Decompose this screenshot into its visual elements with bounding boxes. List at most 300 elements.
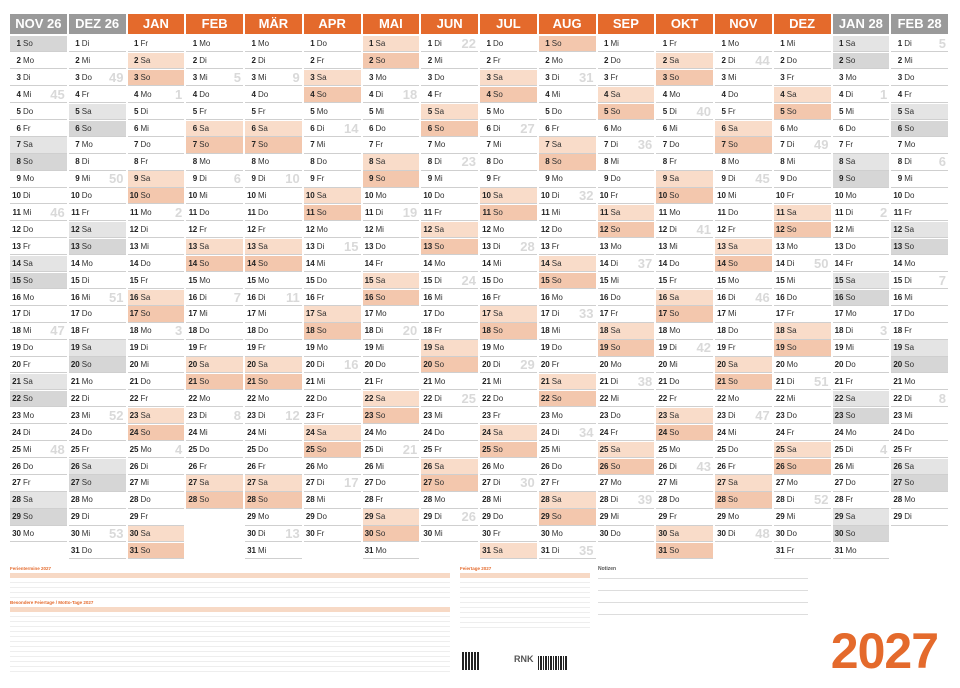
weekday-label: Sa [728, 123, 738, 133]
day-number: 26 [70, 461, 80, 471]
day-number: 30 [364, 529, 374, 539]
week-number: 41 [696, 221, 711, 237]
weekday-label: Do [140, 258, 151, 268]
weekday-label: Mi [375, 343, 384, 353]
weekday-label: So [140, 191, 151, 201]
day-number: 15 [599, 275, 609, 285]
weekday-label: Di [316, 123, 325, 133]
weekday-label: So [610, 343, 621, 353]
day-number: 14 [247, 258, 256, 268]
day-cell [715, 374, 772, 390]
day-number: 7 [192, 140, 198, 150]
day-cell [363, 526, 420, 542]
weekday-label: Mi [258, 546, 267, 555]
weekday-label: Mo [669, 89, 681, 99]
day-number: 25 [129, 444, 139, 454]
day-cell [598, 374, 655, 390]
day-number: 21 [12, 377, 21, 386]
day-number: 22 [247, 393, 256, 403]
day-number: 21 [482, 377, 491, 386]
day-number: 12 [717, 224, 726, 234]
day-number: 23 [188, 410, 198, 420]
day-cell [656, 526, 713, 542]
day-number: 6 [662, 123, 668, 133]
day-number: 30 [12, 529, 21, 539]
day-cell [363, 459, 420, 475]
day-number: 28 [775, 495, 785, 505]
month-header: JAN [128, 14, 185, 34]
weekday-label: Di [316, 241, 325, 251]
weekday-label: Sa [786, 208, 797, 217]
weekday-label: Do [786, 410, 797, 420]
wall-calendar [10, 14, 950, 564]
weekday-label: Do [904, 427, 915, 437]
day-number: 15 [717, 275, 726, 285]
day-cell [598, 87, 655, 103]
weekday-label: So [845, 292, 856, 302]
feiertage-title: Feiertage 2027 [460, 566, 492, 571]
day-number: 2 [16, 55, 21, 65]
day-cell [128, 137, 185, 153]
weekday-label: Fr [316, 410, 325, 420]
day-number: 23 [893, 410, 903, 420]
weekday-label: Fr [845, 377, 854, 386]
day-number: 31 [482, 546, 491, 555]
weekday-label: Mo [904, 258, 916, 268]
day-number: 12 [129, 224, 139, 234]
day-cell [774, 492, 831, 508]
weekday-label: Sa [551, 258, 562, 268]
day-number: 2 [251, 55, 256, 65]
weekday-label: Mo [316, 461, 328, 471]
day-cell [598, 256, 655, 272]
weekday-label: Di [904, 393, 912, 403]
day-number: 3 [662, 72, 668, 82]
day-cell [245, 492, 302, 508]
weekday-label: So [81, 360, 92, 370]
day-cell [715, 425, 772, 441]
weekday-label: Do [493, 512, 504, 522]
weekday-label: Mi [81, 410, 91, 420]
week-number: 4 [880, 441, 888, 457]
week-number: 35 [579, 543, 594, 558]
weekday-label: Fr [434, 444, 442, 454]
day-cell [10, 475, 67, 491]
day-number: 25 [423, 444, 433, 454]
day-cell [774, 171, 831, 187]
day-cell [891, 239, 948, 255]
day-number: 21 [305, 377, 315, 386]
day-cell [480, 137, 537, 153]
day-number: 26 [188, 461, 198, 471]
day-number: 5 [780, 106, 785, 116]
day-number: 5 [839, 106, 844, 116]
weekday-label: Sa [610, 208, 621, 217]
weekday-label: Mo [258, 512, 270, 522]
day-cell [186, 171, 243, 187]
weekday-label: Fr [316, 174, 325, 184]
weekday-label: Di [81, 275, 90, 285]
day-cell [833, 188, 890, 204]
day-cell [539, 306, 596, 322]
day-number: 14 [717, 258, 726, 268]
weekday-label: Fr [669, 275, 677, 285]
day-number: 31 [364, 546, 374, 555]
day-number: 27 [364, 478, 374, 488]
day-number: 1 [310, 39, 315, 48]
day-number: 22 [70, 393, 80, 403]
weekday-label: So [551, 39, 562, 48]
weekday-label: Mi [434, 410, 443, 420]
day-cell [539, 408, 596, 424]
day-cell [304, 391, 361, 407]
weekday-label: Sa [258, 123, 268, 133]
day-number: 30 [834, 529, 844, 539]
day-cell [774, 408, 831, 424]
weekday-label: Do [669, 258, 680, 268]
day-number: 26 [658, 461, 668, 471]
weekday-label: Sa [199, 360, 210, 370]
day-cell [128, 70, 185, 86]
day-cell [598, 171, 655, 187]
day-cell [598, 509, 655, 525]
weekday-label: Sa [551, 140, 562, 150]
weekday-label: Mo [551, 529, 563, 539]
weekday-label: Mo [669, 444, 681, 454]
day-number: 11 [306, 208, 315, 217]
weekday-label: Di [551, 427, 560, 437]
weekday-label: Di [728, 410, 736, 420]
day-cell [539, 290, 596, 306]
day-number: 19 [775, 343, 785, 353]
day-cell [833, 205, 890, 221]
day-cell [10, 340, 67, 356]
day-cell [774, 475, 831, 491]
day-number: 17 [893, 309, 903, 319]
weekday-label: Fr [140, 512, 149, 522]
week-number: 51 [814, 374, 829, 389]
weekday-label: Di [786, 140, 795, 150]
day-cell [245, 239, 302, 255]
day-cell [245, 87, 302, 103]
day-cell [128, 205, 185, 221]
day-cell [891, 340, 948, 356]
day-cell [480, 154, 537, 170]
day-number: 3 [545, 72, 550, 82]
day-number: 16 [364, 292, 374, 302]
day-cell [598, 442, 655, 458]
weekday-label: Do [23, 343, 34, 353]
day-cell [363, 306, 420, 322]
day-cell [539, 459, 596, 475]
day-number: 8 [897, 157, 903, 167]
day-number: 27 [540, 478, 550, 488]
weekday-label: Fr [728, 461, 736, 471]
day-number: 19 [305, 343, 315, 353]
day-cell [304, 154, 361, 170]
day-cell [245, 154, 302, 170]
day-number: 20 [188, 360, 198, 370]
day-cell [656, 273, 713, 289]
week-number: 6 [233, 171, 241, 187]
day-number: 24 [364, 427, 374, 437]
day-cell [539, 70, 596, 86]
weekday-label: Mi [258, 309, 267, 319]
weekday-label: Di [551, 72, 560, 82]
day-cell [421, 408, 478, 424]
weekday-label: Sa [23, 258, 33, 268]
day-cell [833, 509, 890, 525]
day-number: 7 [369, 140, 374, 150]
day-number: 9 [427, 174, 433, 184]
day-number: 8 [604, 157, 609, 167]
day-cell [128, 526, 185, 542]
day-cell [715, 53, 772, 69]
day-cell [421, 357, 478, 373]
day-cell [656, 171, 713, 187]
weekday-label: Fr [728, 224, 736, 234]
day-number: 29 [893, 512, 903, 522]
day-number: 13 [364, 241, 374, 251]
day-number: 8 [662, 157, 668, 167]
weekday-label: So [845, 174, 856, 184]
day-number: 27 [129, 478, 139, 488]
day-number: 7 [545, 140, 550, 150]
day-cell [656, 154, 713, 170]
day-cell [245, 391, 302, 407]
weekday-label: Do [434, 427, 445, 437]
weekday-label: Sa [610, 326, 621, 336]
weekday-label: Sa [258, 360, 268, 370]
day-cell [656, 239, 713, 255]
day-number: 25 [364, 444, 374, 454]
weekday-label: Di [434, 512, 442, 522]
weekday-label: Do [669, 377, 680, 386]
day-number: 13 [893, 241, 903, 251]
weekday-label: So [493, 444, 503, 454]
day-cell [891, 222, 948, 238]
weekday-label: Fr [81, 444, 90, 454]
day-number: 10 [893, 191, 903, 201]
weekday-label: Fr [904, 89, 912, 99]
weekday-label: Mi [904, 410, 913, 420]
day-number: 28 [247, 495, 256, 505]
besondere-table [10, 600, 450, 672]
day-cell [539, 121, 596, 137]
day-number: 8 [192, 157, 198, 167]
day-number: 11 [247, 208, 256, 217]
day-cell [69, 492, 126, 508]
day-number: 16 [188, 292, 198, 302]
weekday-label: Mo [140, 326, 152, 336]
day-number: 7 [486, 140, 491, 150]
day-cell [304, 323, 361, 339]
week-number: 1 [880, 86, 888, 102]
day-cell [186, 256, 243, 272]
day-cell [774, 273, 831, 289]
day-number: 21 [247, 377, 256, 386]
day-cell [480, 509, 537, 525]
day-cell [656, 459, 713, 475]
weekday-label: Di [434, 393, 442, 403]
week-number: 15 [344, 238, 359, 254]
day-number: 10 [188, 191, 198, 201]
day-cell [128, 475, 185, 491]
day-number: 14 [70, 258, 80, 268]
day-number: 9 [486, 174, 491, 184]
day-number: 11 [658, 208, 668, 217]
day-cell [128, 442, 185, 458]
day-cell [186, 205, 243, 221]
day-cell [363, 205, 420, 221]
weekday-label: Fr [786, 546, 795, 555]
weekday-label: Fr [845, 140, 854, 150]
day-cell [69, 306, 126, 322]
day-cell [421, 205, 478, 221]
month-header: APR [304, 14, 361, 34]
day-number: 8 [721, 157, 726, 167]
day-cell [774, 306, 831, 322]
day-number: 4 [251, 89, 256, 99]
day-number: 11 [12, 208, 21, 217]
weekday-label: Mo [845, 309, 857, 319]
day-cell [186, 425, 243, 441]
day-number: 11 [893, 208, 903, 217]
weekday-label: Di [23, 309, 31, 319]
weekday-label: Mi [669, 360, 678, 370]
weekday-label: Mo [551, 292, 563, 302]
week-number: 24 [461, 272, 476, 288]
day-number: 1 [369, 39, 374, 48]
day-cell [833, 104, 890, 120]
day-number: 29 [247, 512, 256, 522]
week-number: 2 [175, 205, 183, 220]
day-cell [656, 222, 713, 238]
day-cell [539, 526, 596, 542]
weekday-label: Mi [493, 495, 502, 505]
weekday-label: Fr [551, 241, 560, 251]
day-number: 9 [545, 174, 550, 184]
weekday-label: So [81, 241, 92, 251]
month-header: JUL [480, 14, 537, 34]
day-cell [245, 205, 302, 221]
day-cell [480, 205, 537, 221]
weekday-label: Di [493, 123, 501, 133]
day-number: 7 [662, 140, 668, 150]
day-number: 25 [834, 444, 844, 454]
weekday-label: So [434, 478, 445, 488]
day-cell [69, 70, 126, 86]
week-number: 21 [402, 441, 418, 457]
day-number: 19 [893, 343, 903, 353]
weekday-label: Sa [375, 39, 386, 48]
day-number: 26 [129, 461, 139, 471]
weekday-label: Sa [375, 275, 386, 285]
day-cell [186, 492, 243, 508]
day-number: 29 [599, 512, 609, 522]
week-number: 48 [755, 526, 770, 542]
weekday-label: So [551, 512, 562, 522]
day-number: 13 [717, 241, 726, 251]
day-number: 12 [364, 224, 374, 234]
weekday-label: Di [786, 377, 795, 386]
day-number: 17 [775, 309, 785, 319]
day-cell [304, 87, 361, 103]
day-cell [715, 340, 772, 356]
day-cell [833, 442, 890, 458]
day-number: 9 [780, 174, 785, 184]
day-cell [774, 340, 831, 356]
day-number: 17 [129, 309, 139, 319]
weekday-label: So [258, 377, 268, 386]
day-cell [128, 121, 185, 137]
day-number: 24 [717, 427, 726, 437]
weekday-label: So [375, 410, 386, 420]
day-number: 11 [130, 208, 139, 217]
day-number: 13 [70, 241, 80, 251]
day-cell [245, 543, 302, 559]
week-number: 44 [755, 52, 770, 68]
day-number: 8 [369, 157, 374, 167]
week-number: 4 [175, 441, 183, 457]
weekday-label: So [728, 258, 738, 268]
weekday-label: Do [728, 89, 739, 99]
weekday-label: Di [728, 529, 736, 539]
day-cell [715, 137, 772, 153]
day-cell [598, 391, 655, 407]
day-cell [598, 137, 655, 153]
day-number: 12 [247, 224, 256, 234]
weekday-label: Do [199, 89, 210, 99]
weekday-label: Sa [316, 191, 327, 201]
day-cell [128, 36, 185, 52]
day-number: 25 [717, 444, 726, 454]
month-header: NOV [715, 14, 772, 34]
weekday-label: Mi [375, 106, 384, 116]
day-cell [128, 374, 185, 390]
day-number: 6 [310, 123, 315, 133]
weekday-label: Mi [669, 123, 678, 133]
day-cell [363, 171, 420, 187]
day-number: 15 [12, 275, 21, 285]
weekday-label: Do [140, 495, 151, 505]
day-cell [715, 171, 772, 187]
day-number: 31 [540, 546, 550, 555]
weekday-label: Fr [375, 140, 384, 150]
day-number: 7 [134, 140, 139, 150]
weekday-label: Sa [375, 512, 386, 522]
day-number: 8 [427, 157, 433, 167]
day-number: 29 [129, 512, 139, 522]
day-number: 22 [540, 393, 550, 403]
day-cell [10, 509, 67, 525]
weekday-label: Sa [199, 241, 210, 251]
day-number: 26 [893, 461, 903, 471]
day-cell [363, 323, 420, 339]
weekday-label: Mi [199, 72, 208, 82]
day-number: 28 [188, 495, 198, 505]
day-cell [598, 340, 655, 356]
day-cell [421, 306, 478, 322]
weekday-label: So [23, 512, 33, 522]
day-cell [128, 104, 185, 120]
day-number: 27 [188, 478, 198, 488]
day-cell [304, 188, 361, 204]
day-cell [69, 222, 126, 238]
day-number: 18 [658, 326, 668, 336]
day-number: 31 [247, 546, 256, 555]
day-number: 19 [540, 343, 550, 353]
